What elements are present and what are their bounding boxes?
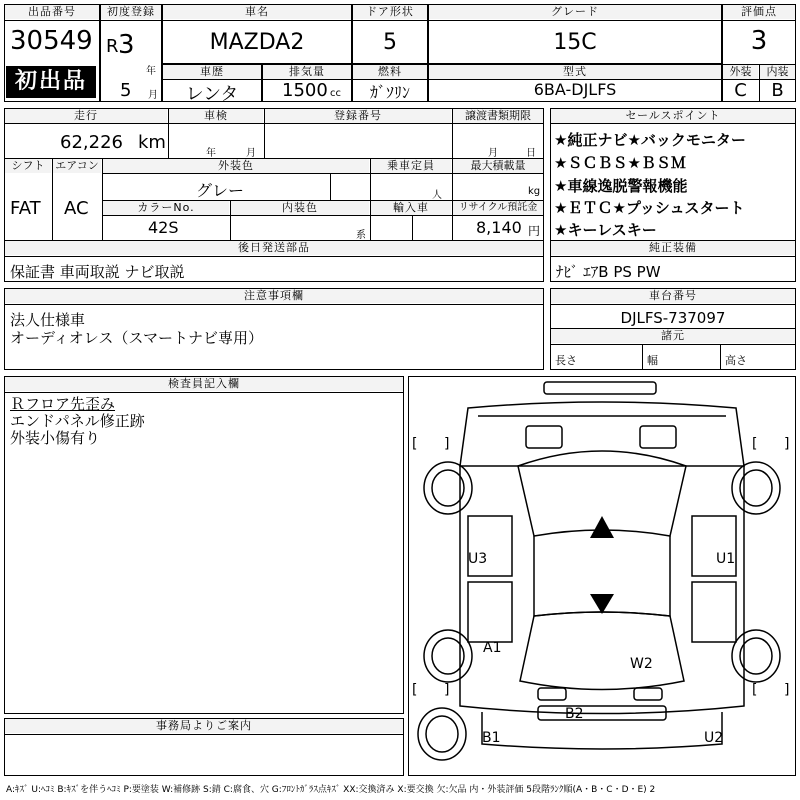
inspector-label: 検査員記入欄 bbox=[5, 377, 403, 391]
later-parts: 保証書 車両取説 ナビ取説 bbox=[10, 263, 185, 281]
transfer-day-unit: 日 bbox=[526, 148, 536, 159]
exterior-label: 外装 bbox=[723, 65, 758, 79]
car-diagram bbox=[408, 376, 796, 776]
office-label: 事務局よりご案内 bbox=[5, 719, 403, 733]
color-no-label: カラーNo. bbox=[103, 201, 229, 215]
car-name-label: 車名 bbox=[163, 5, 351, 19]
displacement: 1500 bbox=[282, 80, 328, 101]
displacement-label: 排気量 bbox=[263, 65, 351, 79]
exterior-color: グレー bbox=[196, 181, 245, 200]
note-line-2: オーディオレス（スマートナビ専用） bbox=[10, 329, 264, 347]
damage-mark-u1: U1 bbox=[716, 551, 736, 567]
mileage-unit: km bbox=[138, 132, 166, 153]
fuel-label: 燃料 bbox=[353, 65, 427, 79]
shift-label: シフト bbox=[5, 159, 51, 173]
transfer-month-unit: 月 bbox=[488, 148, 498, 159]
history: レンタ bbox=[185, 84, 239, 105]
width-label: 幅 bbox=[647, 354, 658, 367]
ac: AC bbox=[64, 198, 89, 219]
era: R bbox=[106, 36, 119, 57]
length-label: 長さ bbox=[555, 354, 577, 367]
capacity-unit: 人 bbox=[432, 190, 442, 201]
doors: 5 bbox=[383, 30, 397, 55]
fuel: ｶﾞｿﾘﾝ bbox=[369, 83, 410, 102]
lot-number: 30549 bbox=[10, 26, 93, 56]
interior-color-unit: 系 bbox=[356, 230, 366, 241]
sales-point-2: ★ＳＣＢＳ★ＢＳＭ bbox=[554, 154, 686, 172]
shift: FAT bbox=[10, 198, 41, 219]
notes-label: 注意事項欄 bbox=[5, 289, 543, 303]
capacity-label: 乗車定員 bbox=[371, 159, 451, 173]
transfer-label: 譲渡書類期限 bbox=[453, 109, 543, 123]
grade: 15C bbox=[553, 30, 597, 55]
recycle-unit: 円 bbox=[528, 224, 541, 238]
lot-label: 出品番号 bbox=[5, 5, 99, 19]
score: 3 bbox=[750, 26, 768, 56]
damage-mark-b1: B1 bbox=[482, 730, 501, 746]
equipment: ﾅﾋﾞ ｴｱB PS PW bbox=[556, 263, 661, 281]
bracket-left-front-close: ] bbox=[444, 436, 450, 452]
doors-label: ドア形状 bbox=[353, 5, 427, 19]
grade-label: グレード bbox=[429, 5, 721, 19]
legend: A:ｷｽﾞ U:ﾍｺﾐ B:ｷｽﾞを伴うﾍｺﾐ P:要塗装 W:補修跡 S:錆 C:腐食、穴 G:ﾌﾛﾝﾄｶﾞﾗｽ点ｷｽﾞ XX:交換済み X:要交換 欠:欠品 内・外装評価 5段階ﾗﾝｸ順(A・B・C・D・E) 2 bbox=[6, 785, 656, 795]
first-listing-badge: 初出品 bbox=[6, 66, 96, 98]
chassis-label: 車台番号 bbox=[551, 289, 795, 303]
inspector-line-2: エンドパネル修正跡 bbox=[10, 412, 145, 430]
damage-mark-u3: U3 bbox=[468, 551, 488, 567]
inspection-month-unit: 月 bbox=[246, 148, 256, 159]
reg-number-label: 登録番号 bbox=[265, 109, 451, 123]
bracket-right-rear-close: ] bbox=[784, 682, 790, 698]
inspector-line-3: 外装小傷有り bbox=[10, 429, 101, 447]
first-reg-label: 初度登録 bbox=[101, 5, 161, 19]
sales-point-1: ★純正ナビ★バックモニター bbox=[554, 131, 746, 149]
sales-points-label: セールスポイント bbox=[551, 109, 795, 123]
max-load-unit: kg bbox=[528, 186, 541, 197]
damage-mark-u2: U2 bbox=[704, 730, 724, 746]
interior-grade: B bbox=[771, 80, 784, 101]
car-name: MAZDA2 bbox=[209, 30, 305, 55]
sales-point-3: ★車線逸脱警報機能 bbox=[554, 177, 688, 195]
first-reg-month: 5 bbox=[120, 80, 132, 101]
later-parts-label: 後日発送部品 bbox=[5, 241, 543, 255]
month-unit: 月 bbox=[148, 90, 158, 101]
note-line-1: 法人仕様車 bbox=[10, 311, 86, 329]
color-no: 42S bbox=[148, 218, 179, 237]
recycle-label: リサイクル預託金 bbox=[453, 201, 543, 215]
model: 6BA-DJLFS bbox=[533, 80, 617, 99]
history-label: 車歴 bbox=[163, 65, 261, 79]
bracket-left-front-open: [ bbox=[412, 436, 418, 452]
bracket-left-rear-close: ] bbox=[444, 682, 450, 698]
interior-color-label: 内装色 bbox=[231, 201, 369, 215]
year-unit: 年 bbox=[146, 66, 156, 77]
damage-mark-b2: B2 bbox=[565, 706, 584, 722]
mileage: 62,226 bbox=[60, 132, 123, 153]
color-label: 外装色 bbox=[103, 159, 369, 173]
bracket-left-rear-open: [ bbox=[412, 682, 418, 698]
import-label: 輸入車 bbox=[371, 201, 451, 215]
inspection-label: 車検 bbox=[169, 109, 263, 123]
first-reg-year: 3 bbox=[118, 30, 135, 60]
interior-label: 内装 bbox=[760, 65, 795, 79]
equipment-label: 純正装備 bbox=[551, 241, 795, 255]
exterior-grade: C bbox=[734, 80, 747, 101]
displacement-unit: cc bbox=[330, 88, 341, 99]
damage-mark-w2: W2 bbox=[630, 656, 653, 672]
dims-label: 諸元 bbox=[551, 329, 795, 343]
score-label: 評価点 bbox=[723, 5, 795, 19]
mileage-label: 走行 bbox=[5, 109, 167, 123]
height-label: 高さ bbox=[725, 354, 747, 367]
damage-mark-a1: A1 bbox=[483, 640, 502, 656]
chassis-number: DJLFS-737097 bbox=[620, 309, 726, 327]
sales-point-4: ★ＥＴＣ★プッシュスタート bbox=[554, 199, 745, 217]
inspection-year-unit: 年 bbox=[206, 148, 216, 159]
recycle-amount: 8,140 bbox=[476, 218, 522, 237]
inspector-line-1: Ｒフロア先歪み bbox=[10, 395, 116, 413]
sales-point-5: ★キーレスキー bbox=[554, 221, 657, 239]
bracket-right-front-open: [ bbox=[752, 436, 758, 452]
model-label: 型式 bbox=[429, 65, 721, 79]
bracket-right-rear-open: [ bbox=[752, 682, 758, 698]
max-load-label: 最大積載量 bbox=[453, 159, 543, 173]
bracket-right-front-close: ] bbox=[784, 436, 790, 452]
ac-label: エアコン bbox=[53, 159, 101, 173]
